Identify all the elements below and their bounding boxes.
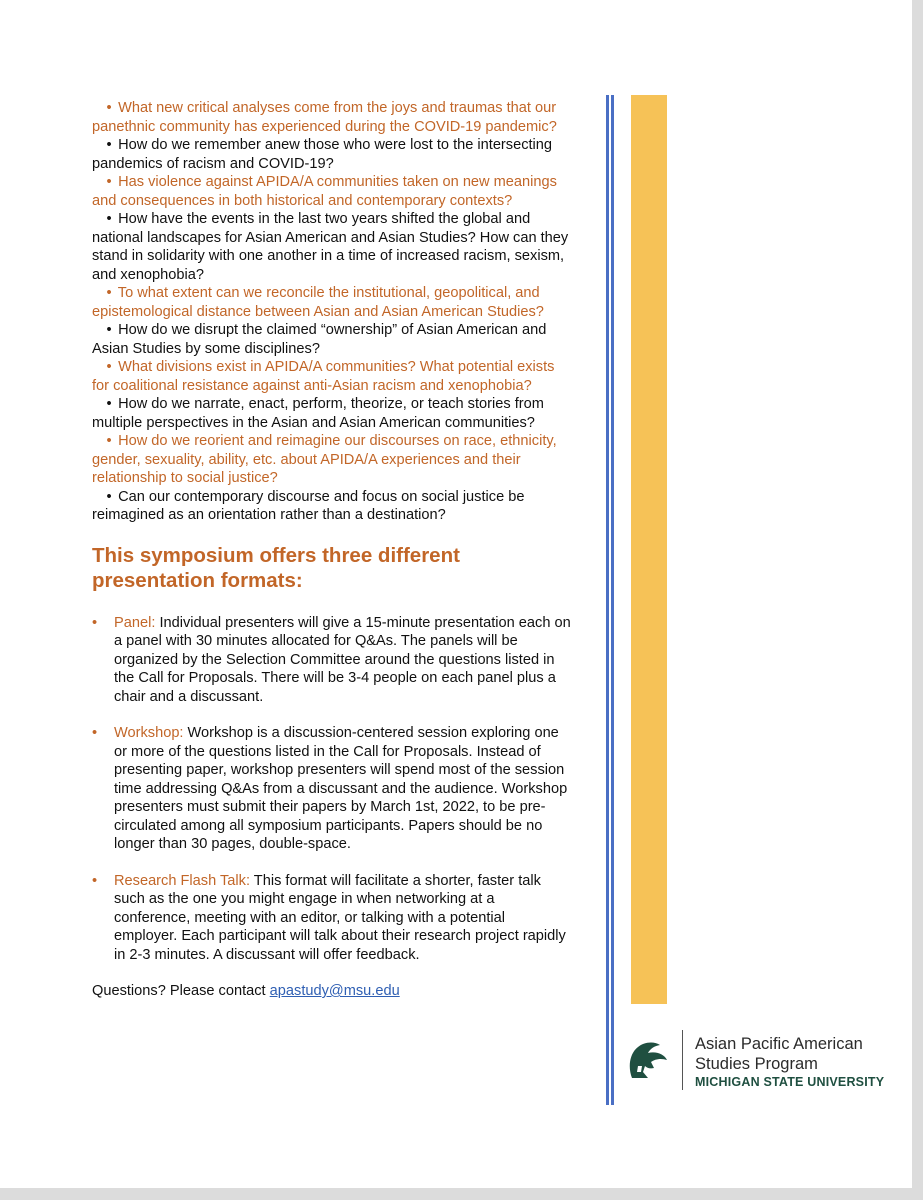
- question-item: [92, 321, 572, 358]
- question-item: [92, 284, 572, 321]
- format-item: [92, 614, 572, 707]
- bullet: •: [106, 433, 112, 449]
- bullet: •: [106, 488, 112, 505]
- format-description: Workshop is a discussion-centered session exploring one or more of the questions listed in the Call for Proposals. Instead of presenting paper, workshop presenters will spend most of the session time addressing Q&As from a discussant and the audience. Workshop presenters must submit their papers by March 1st, 2022, to be pre-circulated among all symposium participants. Papers should be no longer than 30 pages, double-space.: [114, 725, 568, 852]
- question-item: [92, 210, 572, 284]
- contact-line: [92, 982, 572, 1001]
- logo-line-3: MICHIGAN STATE UNIVERSITY: [695, 1075, 885, 1089]
- bullet: •: [106, 396, 112, 412]
- question-item: [92, 99, 572, 136]
- format-name: Research Flash Talk:: [114, 872, 250, 889]
- format-bullet: •: [92, 614, 98, 631]
- bullet: •: [106, 174, 112, 190]
- apas-program-logo: [626, 1030, 906, 1090]
- logo-line-2: Studies Program: [695, 1055, 818, 1073]
- yellow-accent-bar: [631, 95, 667, 1004]
- question-text: How do we narrate, enact, perform, theorize, or teach stories from multiple perspectives in the Asian and Asian American communities?: [92, 396, 544, 431]
- question-item: [92, 488, 572, 525]
- contact-prefix: Questions? Please contact: [92, 983, 270, 999]
- question-text: How do we remember anew those who were lost to the intersecting pandemics of racism and COVID-19?: [92, 137, 553, 172]
- logo-divider: [682, 1030, 683, 1090]
- blue-rule-left: [606, 95, 609, 1105]
- question-text: How do we disrupt the claimed “ownership” of Asian American and Asian Studies by some disciplines?: [92, 322, 547, 357]
- question-item: [92, 358, 572, 395]
- format-item: [92, 724, 572, 854]
- format-bullet: •: [92, 725, 98, 741]
- bullet: •: [106, 211, 112, 227]
- logo-line-1: Asian Pacific American: [695, 1035, 863, 1053]
- format-bullet: •: [92, 872, 98, 889]
- format-name: Workshop:: [114, 725, 184, 741]
- formats-heading: This symposium offers three different presentation formats:: [92, 543, 460, 592]
- spartan-helmet-icon: [626, 1038, 670, 1086]
- question-item: [92, 136, 572, 173]
- question-item: [92, 173, 572, 210]
- bullet: •: [106, 359, 112, 375]
- contact-email-link[interactable]: apastudy@msu.edu: [269, 983, 400, 999]
- question-text: What divisions exist in APIDA/A communities? What potential exists for coalitional resistance against anti-Asian racism and xenophobia?: [92, 359, 555, 394]
- bullet: •: [106, 100, 112, 116]
- question-text: Has violence against APIDA/A communities taken on new meanings and consequences in both historical and contemporary contexts?: [92, 174, 557, 209]
- format-name: Panel:: [114, 614, 156, 631]
- question-list: [92, 99, 572, 525]
- bullet: •: [106, 285, 112, 301]
- format-description: Individual presenters will give a 15-minute presentation each on a panel with 30 minutes allocated for Q&As. The panels will be organized by the Selection Committee around the questions listed in the Call for Proposals. There will be 3-4 people on each panel plus a chair and a discussant.: [114, 614, 571, 705]
- question-text: How have the events in the last two years shifted the global and national landscapes for Asian American and Asian Studies? How can they stand in solidarity with one another in a time of increased racism, sexism, and xenophobia?: [92, 211, 569, 283]
- question-item: [92, 432, 572, 488]
- bullet: •: [106, 322, 112, 338]
- blue-rule-right: [611, 95, 614, 1105]
- bullet: •: [106, 137, 112, 153]
- format-item: [92, 872, 572, 965]
- question-item: [92, 395, 572, 432]
- question-text: How do we reorient and reimagine our discourses on race, ethnicity, gender, sexuality, ability, etc. about APIDA/A experiences and their relationship to social justice?: [92, 433, 557, 486]
- question-text: Can our contemporary discourse and focus on social justice be reimagined as an orientation rather than a destination?: [92, 488, 525, 523]
- question-text: To what extent can we reconcile the institutional, geopolitical, and epistemological distance between Asian and Asian American Studies?: [92, 285, 544, 320]
- format-description: This format will facilitate a shorter, faster talk such as the one you might engage in when networking at a conference, meeting with an editor, or talking with a potential employer. Each participant will talk about their research project rapidly in 2-3 minutes. A discussant will offer feedback.: [114, 872, 566, 963]
- main-content: [92, 99, 572, 1001]
- formats-list: [92, 614, 572, 965]
- question-text: What new critical analyses come from the joys and traumas that our panethnic community has experienced during the COVID-19 pandemic?: [92, 100, 557, 135]
